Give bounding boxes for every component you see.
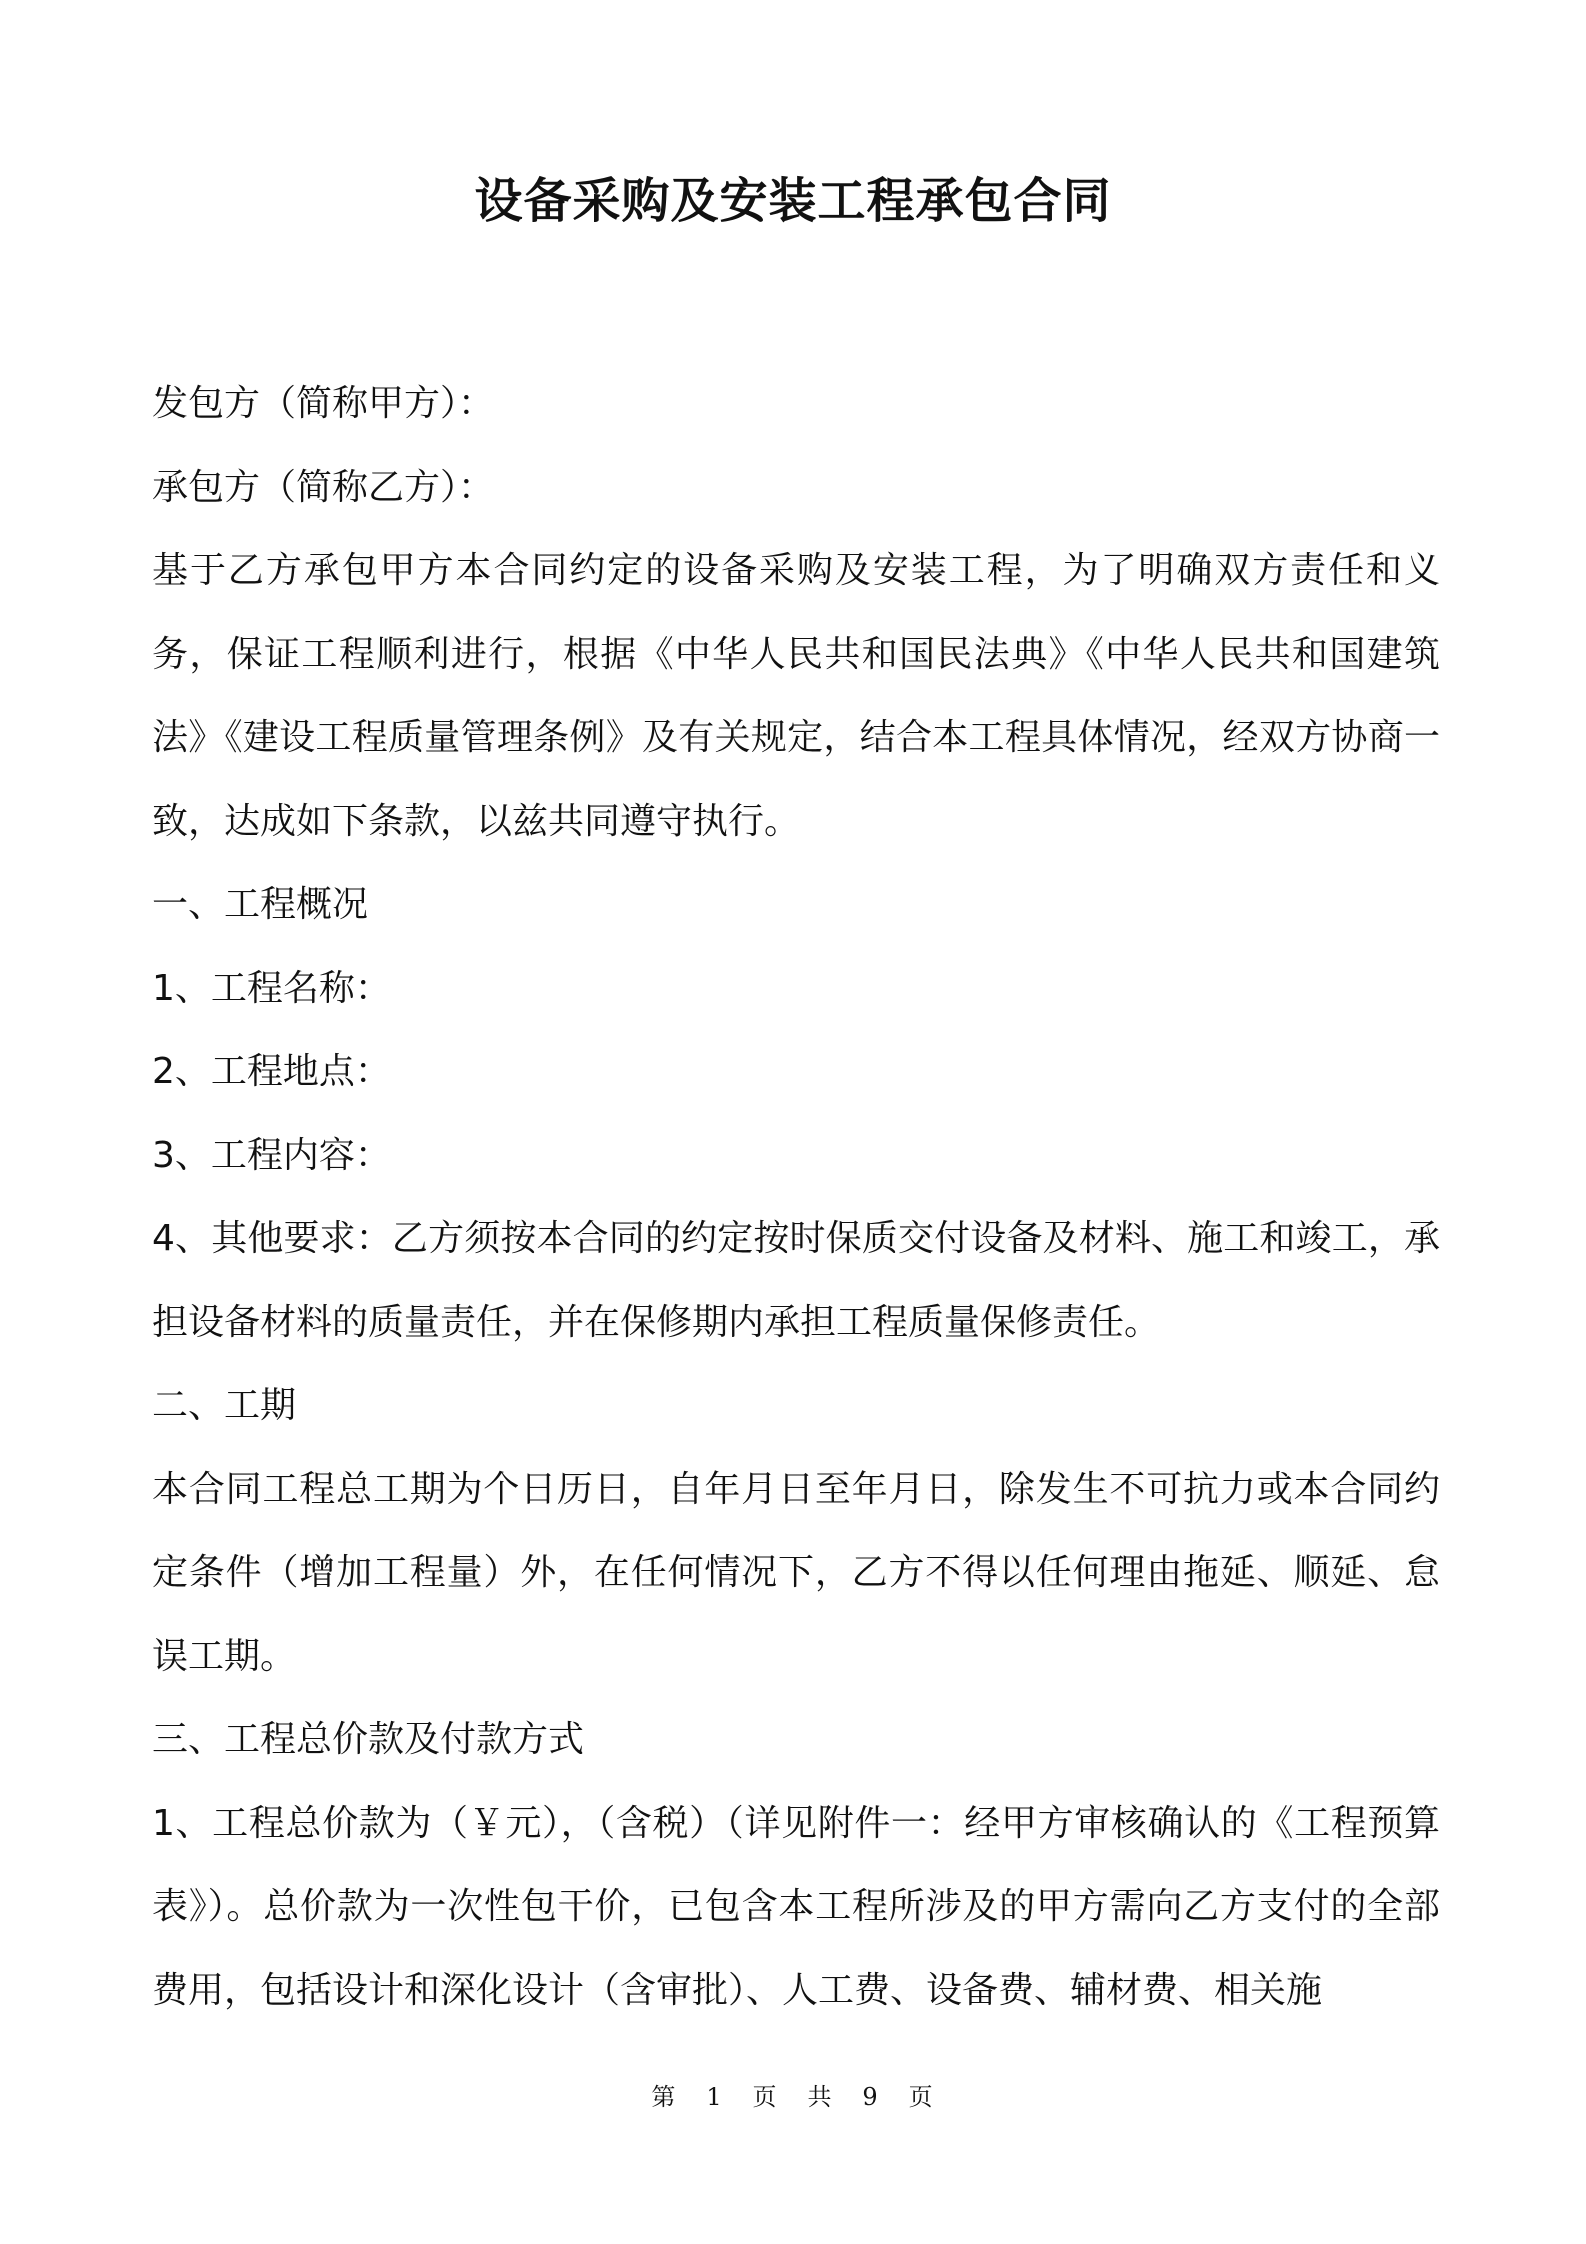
price-paragraph: 1、工程总价款为（￥元），（含税）（详见附件一：经甲方审核确认的《工程预算表》）。总价款为一次性包干价，已包含本工程所涉及的甲方需向乙方支付的全部费用，包括设计和深化设计（含审批）、人工费、设备费、辅材费、相关施: [152, 1802, 1440, 2011]
section-heading-overview: 一、工程概况: [152, 884, 369, 925]
footer-label-total-unit: 页: [908, 2083, 935, 2111]
project-content-line: 3、工程内容：: [152, 1134, 391, 1176]
footer-total-pages: 9: [862, 2083, 880, 2111]
project-name-line: 1、工程名称：: [152, 967, 391, 1009]
footer-label-total: 共: [807, 2083, 834, 2111]
project-location-line: 2、工程地点：: [152, 1051, 391, 1092]
footer-label-page-unit: 页: [752, 2083, 779, 2111]
schedule-paragraph: 本合同工程总工期为个日历日，自年月日至年月日，除发生不可抗力或本合同约定条件（增加工程量）外，在任何情况下，乙方不得以任何理由拖延、顺延、怠误工期。: [152, 1468, 1440, 1677]
section-heading-schedule: 二、工期: [152, 1385, 297, 1426]
section-heading-price: 三、工程总价款及付款方式: [152, 1719, 585, 1760]
footer-current-page: 1: [706, 2083, 724, 2111]
document-title: 设备采购及安装工程承包合同: [474, 173, 1112, 229]
page-footer: [0, 2080, 1586, 2114]
footer-label-page: 第: [651, 2083, 678, 2111]
other-requirements-paragraph: 4、其他要求：乙方须按本合同的约定按时保质交付设备及材料、施工和竣工，承担设备材料的质量责任，并在保修期内承担工程质量保修责任。: [152, 1218, 1440, 1343]
party-b-line: 承包方（简称乙方）：: [152, 466, 495, 508]
document-body: [152, 362, 1440, 2032]
preamble-paragraph: 基于乙方承包甲方本合同约定的设备采购及安装工程，为了明确双方责任和义务，保证工程顺利进行，根据《中华人民共和国民法典》《中华人民共和国建筑法》《建设工程质量管理条例》及有关规定，结合本工程具体情况，经双方协商一致，达成如下条款，以兹共同遵守执行。: [152, 550, 1440, 842]
party-a-line: 发包方（简称甲方）：: [152, 383, 495, 424]
